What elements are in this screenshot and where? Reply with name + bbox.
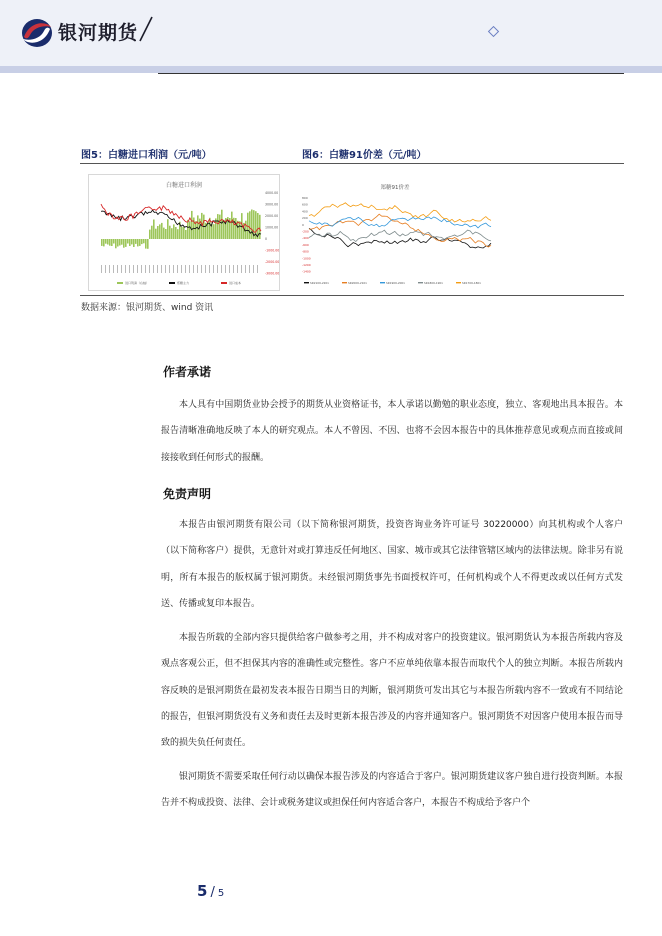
chart1-profit-bar: [105, 239, 107, 244]
chart1-x-tick: [221, 265, 222, 273]
header-decor-line: [290, 24, 505, 44]
chart1-legend-label: 郑糖主力: [177, 281, 190, 285]
chart1-profit-bar: [125, 239, 127, 247]
chart1-profit-bar: [147, 239, 149, 249]
chart1-profit-bar: [121, 239, 123, 245]
chart1-profit-bar: [149, 230, 151, 239]
chart1-x-tick: [121, 265, 122, 273]
chart2-legend-label: SR2009-2101: [348, 281, 367, 285]
figure-bottom-rule: [80, 295, 624, 296]
chart2-y-tick: 400: [302, 209, 308, 214]
chart1-profit-bar: [165, 229, 167, 239]
header-accent-bar: [0, 66, 662, 73]
chart1-x-tick: [249, 265, 250, 273]
chart1-profit-bar: [251, 210, 253, 240]
chart1-profit-bar: [117, 239, 119, 247]
chart1-x-tick: [213, 265, 214, 273]
chart1-profit-bar: [183, 227, 185, 239]
chart1-x-tick: [201, 265, 202, 273]
chart1-profit-bar: [259, 215, 261, 239]
chart1-y2-tick: -1000.00: [265, 248, 279, 253]
spread-chart: [300, 178, 500, 290]
chart1-x-tick: [169, 265, 170, 273]
chart1-x-tick: [177, 265, 178, 273]
chart1-profit-bar: [111, 239, 113, 246]
chart1-x-tick: [161, 265, 162, 273]
author-pledge-paragraph: 本人具有中国期货业协会授予的期货从业资格证书，本人承诺以勤勉的职业态度，独立、客观地出具本报告。本报告清晰准确地反映了本人的研究观点。本人不曾因、不因、也将不会因本报告中的具体推荐意见或观点而直接或间接接收到任何形式的报酬。: [161, 400, 623, 463]
chart2-series-line: [309, 230, 491, 241]
chart1-x-tick: [149, 265, 150, 273]
chart2-y-tick: 0: [302, 222, 304, 227]
disclaimer-paragraph-1: 本报告由银河期货有限公司（以下简称银河期货，投资咨询业务许可证号 30220000）向其机构或个人客户（以下简称客户）提供，无意针对或打算违反任何地区、国家、城市或其它法律管辖区域内的法律法规。除非另有说明，所有本报告的版权属于银河期货。未经银河期货事先书面授权许可，任何机构或个人不得更改或以任何方式发送、传播或复印本报告。: [161, 520, 623, 609]
chart1-profit-bar: [221, 210, 223, 239]
chart1-legend-swatch: [221, 282, 227, 284]
chart1-x-tick: [185, 265, 186, 273]
chart1-y2-tick: 4000.00: [265, 191, 279, 195]
chart1-profit-bar: [189, 221, 191, 239]
chart1-profit-bar: [173, 224, 175, 239]
chart1-x-tick: [181, 265, 182, 273]
chart1-profit-bar: [141, 239, 143, 244]
chart1-profit-bar: [161, 223, 163, 239]
chart1-profit-bar: [219, 215, 221, 239]
chart1-profit-bar: [237, 221, 239, 239]
chart1-x-tick: [165, 265, 166, 273]
chart1-x-tick: [125, 265, 126, 273]
chart2-legend-swatch: [456, 282, 461, 283]
chart1-x-tick: [245, 265, 246, 273]
chart1-y2-tick: -3000.00: [265, 271, 279, 276]
chart1-profit-bar: [115, 239, 117, 248]
chart2-series-line: [309, 203, 491, 222]
chart2-y-tick: -400: [302, 236, 309, 241]
chart1-x-tick: [209, 265, 210, 273]
chart1-profit-bar: [231, 212, 233, 239]
chart1-x-tick: [109, 265, 110, 273]
chart1-legend-swatch: [169, 282, 175, 284]
galaxy-logo-icon: [20, 17, 54, 49]
chart1-profit-bar: [119, 239, 121, 246]
chart1-profit-bar: [155, 229, 157, 239]
chart1-profit-bar: [133, 239, 135, 247]
chart1-profit-bar: [109, 239, 111, 246]
chart2-legend-swatch: [380, 282, 385, 283]
chart2-y-tick: 200: [302, 216, 308, 221]
chart2-series-line: [309, 228, 491, 248]
chart2-legend-label: SR1709-1801: [462, 281, 481, 285]
chart1-x-tick: [233, 265, 234, 273]
chart1-x-tick: [229, 265, 230, 273]
chart1-x-tick: [193, 265, 194, 273]
chart1-y2-tick: 1000.00: [265, 225, 279, 230]
chart1-profit-bar: [235, 218, 237, 239]
chart1-x-tick: [113, 265, 114, 273]
chart2-series-lines: [309, 203, 491, 248]
page-total: 5: [217, 888, 225, 899]
chart1-y2-tick: -2000.00: [265, 260, 279, 264]
chart1-x-tick: [105, 265, 106, 273]
chart1-x-tick: [157, 265, 158, 273]
header-rule: [158, 73, 624, 74]
chart1-profit-bar: [249, 211, 251, 239]
figure5-title: 图5：白糖进口利润（元/吨）: [81, 150, 212, 161]
chart1-x-tick: [145, 265, 146, 273]
chart1-profit-bar: [185, 230, 187, 239]
page-number: 5: [197, 882, 208, 900]
chart1-profit-bar: [143, 239, 145, 243]
chart1-x-tick: [189, 265, 190, 273]
figure-top-rule: [80, 163, 624, 164]
chart2-y-tick: -800: [302, 249, 309, 254]
chart2-y-tick: 600: [302, 202, 308, 207]
chart1-x-tick: [197, 265, 198, 273]
chart1-x-tick: [253, 265, 254, 273]
chart2-y-tick: -600: [302, 242, 309, 247]
chart2-legend-swatch: [304, 282, 309, 283]
chart1-x-tick: [173, 265, 174, 273]
chart1-profit-bar: [217, 214, 219, 239]
chart1-x-tick: [217, 265, 218, 273]
chart1-profit-bar: [135, 239, 137, 244]
slash-icon: [136, 14, 156, 44]
chart1-x-tick: [133, 265, 134, 273]
chart1-profit-bar: [169, 226, 171, 239]
chart1-profit-bar: [101, 239, 103, 246]
chart1-profit-bar: [181, 227, 183, 239]
chart1-x-tick: [101, 265, 102, 273]
chart1-axis-ticks: [265, 191, 279, 276]
chart1-profit-bar: [177, 229, 179, 239]
chart2-axis-ticks: [302, 196, 311, 274]
chart1-x-tick: [141, 265, 142, 273]
brand-name: 银河期货: [58, 22, 139, 44]
chart1-legend-label: 进口成本: [229, 281, 242, 285]
import-profit-chart: [88, 174, 280, 291]
chart1-profit-bar: [123, 239, 125, 248]
chart1-profit-bar: [191, 211, 193, 239]
chart1-profit-bar: [163, 228, 165, 239]
page-separator: /: [210, 885, 215, 900]
chart2-legend-label: SR1809-1901: [424, 281, 443, 285]
chart1-x-labels: [101, 265, 258, 273]
chart1-x-tick: [153, 265, 154, 273]
chart1-profit-bar: [139, 239, 141, 246]
chart1-profit-bar: [113, 239, 115, 244]
chart1-profit-bar: [107, 239, 109, 245]
chart1-profit-bar: [129, 239, 131, 246]
chart2-y-tick: -1400: [302, 269, 311, 274]
chart1-profit-bar: [153, 220, 155, 240]
chart1-profit-bar: [103, 239, 105, 246]
disclaimer-paragraph-3: 银河期货不需要采取任何行动以确保本报告涉及的内容适合于客户。银河期货建议客户独自进行投资判断。本报告并不构成投资、法律、会计或税务建议或担保任何内容适合客户，本报告不构成给予客户个: [161, 772, 623, 809]
figure6-title: 图6：白糖91价差（元/吨）: [302, 150, 427, 161]
chart1-profit-bar: [245, 221, 247, 239]
chart1-x-tick: [241, 265, 242, 273]
author-pledge-title: 作者承诺: [163, 365, 212, 379]
chart1-profit-bar: [127, 239, 129, 244]
chart1-x-tick: [225, 265, 226, 273]
chart2-y-tick: -200: [302, 229, 309, 234]
data-source: 数据来源：银河期货、wind 资讯: [81, 303, 214, 313]
chart1-legend-label: 进口利润（右轴）: [125, 281, 150, 285]
chart1-legend: [117, 280, 241, 285]
chart1-x-tick: [117, 265, 118, 273]
chart1-x-tick: [205, 265, 206, 273]
chart1-x-tick: [137, 265, 138, 273]
chart2-y-tick: -1200: [302, 263, 311, 267]
chart1-y2-tick: 2000.00: [265, 214, 279, 218]
chart1-y2-tick: 3000.00: [265, 202, 279, 207]
disclaimer-title: 免责声明: [163, 487, 212, 501]
page-footer: [197, 882, 224, 900]
chart1-profit-bar: [213, 224, 215, 239]
chart1-profit-bars: [101, 210, 261, 249]
chart1-profit-bar: [157, 226, 159, 239]
disclaimer-paragraph-2: 本报告所载的全部内容只提供给客户做参考之用，并不构成对客户的投资建议。银河期货认为本报告所载内容及观点客观公正，但不担保其内容的准确性或完整性。客户不应单纯依靠本报告而取代个人的独立判断。本报告所载内容反映的是银河期货在最初发表本报告日期当日的判断，银河期货可发出其它与本报告所载内容不一致或有不同结论的报告，但银河期货没有义务和责任去及时更新本报告涉及的内容并通知客户。银河期货不对因客户使用本报告而导致的损失负任何责任。: [161, 633, 623, 749]
chart2-y-tick: -1000: [302, 256, 311, 261]
chart1-y2-tick: 0: [265, 237, 268, 241]
chart1-profit-bar: [171, 228, 173, 239]
chart1-profit-bar: [167, 219, 169, 239]
chart1-x-tick: [257, 265, 258, 273]
chart1-profit-bar: [159, 224, 161, 239]
chart1-x-tick: [237, 265, 238, 273]
chart1-legend-swatch: [117, 282, 123, 284]
chart1-title: 白糖进口利润: [165, 182, 203, 189]
chart1-profit-bar: [151, 226, 153, 239]
chart2-legend-label: SR1909-2001: [386, 281, 405, 285]
chart2-legend-swatch: [342, 282, 347, 283]
chart1-profit-bar: [145, 239, 147, 249]
chart1-profit-bar: [175, 227, 177, 239]
chart1-profit-bar: [131, 239, 133, 244]
chart1-x-tick: [129, 265, 130, 273]
chart1-profit-bar: [239, 221, 241, 239]
chart2-title: 郑糖91价差: [380, 185, 410, 191]
chart1-profit-bar: [137, 239, 139, 246]
chart2-legend-label: SR2109-2201: [310, 281, 329, 285]
chart2-legend-swatch: [418, 282, 423, 283]
chart2-legend: [304, 281, 481, 285]
chart1-profit-bar: [187, 220, 189, 239]
chart2-y-tick: 800: [302, 196, 308, 200]
